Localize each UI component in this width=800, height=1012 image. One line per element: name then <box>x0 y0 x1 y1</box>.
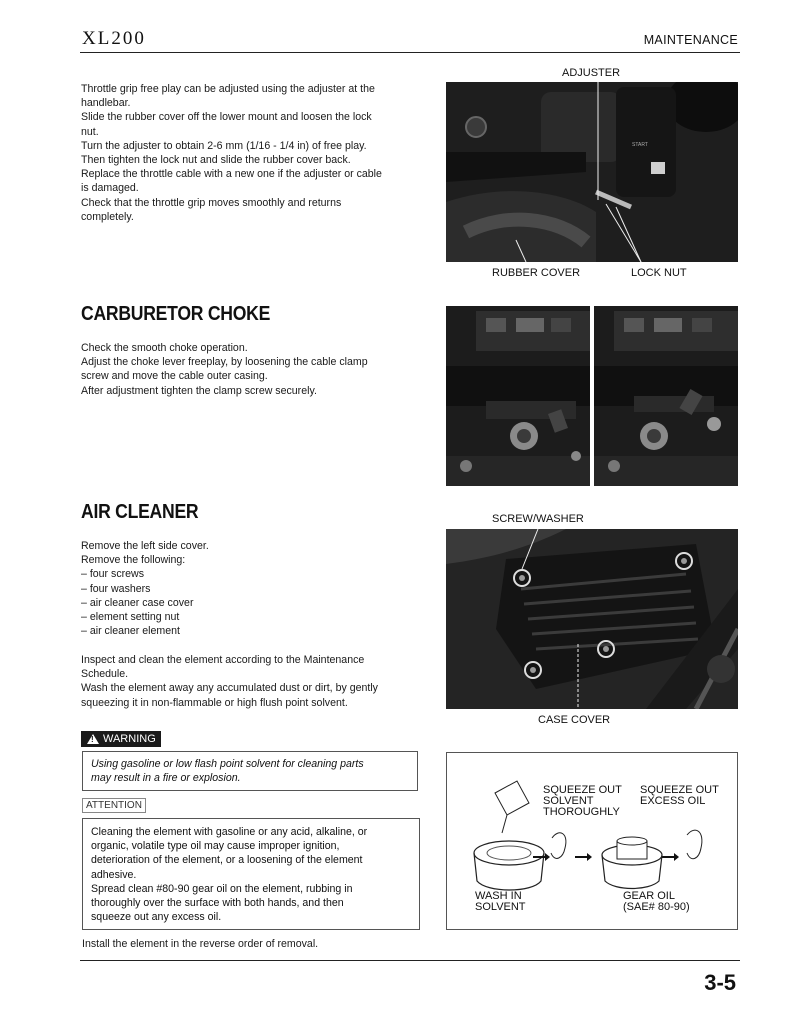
screw-washer-label: SCREW/WASHER <box>492 513 584 525</box>
attention-line: Cleaning the element with gasoline or any acid, alkaline, or <box>91 826 368 838</box>
choke-line: screw and move the cable outer casing. <box>81 370 268 383</box>
throttle-line: Then tighten the lock nut and slide the rubber cover back. <box>81 154 351 167</box>
inspect-line: squeezing it in non-flammable or high flush point solvent. <box>81 696 348 709</box>
air-cleaner-line: – air cleaner case cover <box>81 596 194 609</box>
choke-line: Check the smooth choke operation. <box>81 342 248 354</box>
attention-line: organic, volatile type oil may cause improper ignition, <box>91 840 340 853</box>
air-cleaner-title: AIR CLEANER <box>81 501 199 523</box>
squeeze-oil-text <box>640 785 719 807</box>
header-rule <box>80 52 740 53</box>
gear-oil-text <box>623 891 690 913</box>
squeeze-solvent-line: SQUEEZE OUT <box>543 784 622 796</box>
choke-line: After adjustment tighten the clamp screw securely. <box>81 384 317 397</box>
throttle-line: Replace the throttle cable with a new one if the adjuster or cable <box>81 168 382 181</box>
warning-icon <box>87 734 99 744</box>
attention-line: deterioration of the element, or a loosening of the element <box>91 854 363 867</box>
warning-badge-label: WARNING <box>103 733 156 745</box>
squeeze-solvent-line: SOLVENT <box>543 795 594 807</box>
throttle-text <box>81 82 382 224</box>
throttle-line: Check that the throttle grip moves smoothly and returns <box>81 196 342 209</box>
attention-box <box>82 818 420 930</box>
air-cleaner-line: – air cleaner element <box>81 625 180 638</box>
air-cleaner-line: Remove the left side cover. <box>81 540 209 552</box>
case-cover-label: CASE COVER <box>538 714 611 726</box>
inspect-line: Wash the element away any accumulated dust or dirt, by gently <box>81 682 378 695</box>
cleaning-diagram <box>446 752 738 930</box>
wash-text <box>475 891 526 913</box>
choke-photo-left <box>446 306 590 486</box>
wash-line: SOLVENT <box>475 901 526 913</box>
air-cleaner-line: – element setting nut <box>81 611 180 624</box>
attention-line: Spread clean #80-90 gear oil on the element, rubbing in <box>91 882 353 895</box>
install-note: Install the element in the reverse order of removal. <box>82 938 319 950</box>
choke-title: CARBURETOR CHOKE <box>81 303 271 325</box>
section-name: MAINTENANCE <box>643 33 738 47</box>
model-name: XL200 <box>82 28 146 49</box>
choke-text <box>81 341 368 398</box>
warning-line: may result in a fire or explosion. <box>91 772 241 784</box>
warning-line: Using gasoline or low flash point solvent for cleaning parts <box>91 758 364 770</box>
air-cleaner-line: – four washers <box>81 582 151 595</box>
gear-oil-line: GEAR OIL <box>623 890 675 902</box>
throttle-line: Throttle grip free play can be adjusted using the adjuster at the <box>81 83 375 95</box>
adjuster-label: ADJUSTER <box>562 67 621 79</box>
squeeze-oil-line: SQUEEZE OUT <box>640 784 719 796</box>
throttle-line: handlebar. <box>81 97 131 110</box>
choke-line: Adjust the choke lever freeplay, by loosening the cable clamp <box>81 356 368 369</box>
warning-badge <box>81 731 161 747</box>
attention-line: thoroughly over the surface with both hands, and then <box>91 897 344 910</box>
squeeze-solvent-text <box>543 785 622 818</box>
attention-line: adhesive. <box>91 868 137 881</box>
squeeze-solvent-line: THOROUGHLY <box>543 806 620 818</box>
throttle-line: is damaged. <box>81 182 139 195</box>
air-cleaner-line: Remove the following: <box>81 554 186 567</box>
choke-photo-right <box>594 306 738 486</box>
air-cleaner-line: – four screws <box>81 568 144 581</box>
footer-rule <box>80 960 740 961</box>
throttle-line: nut. <box>81 125 99 138</box>
attention-line: squeeze out any excess oil. <box>91 911 222 924</box>
air-cleaner-photo <box>446 529 738 709</box>
lock-nut-label: LOCK NUT <box>631 267 687 279</box>
inspect-line: Schedule. <box>81 668 129 681</box>
inspect-line: Inspect and clean the element according to the Maintenance <box>81 654 365 666</box>
warning-box <box>82 751 418 791</box>
page-number: 3-5 <box>704 970 736 995</box>
svg-text:START: START <box>632 142 648 148</box>
throttle-line: Turn the adjuster to obtain 2-6 mm (1/16 - 1/4 in) of free play. <box>81 139 367 152</box>
throttle-line: completely. <box>81 210 134 223</box>
rubber-cover-label: RUBBER COVER <box>492 267 581 279</box>
air-cleaner-inspect <box>81 653 378 710</box>
squeeze-oil-line: EXCESS OIL <box>640 795 706 807</box>
air-cleaner-steps <box>81 539 209 638</box>
throttle-line: Slide the rubber cover off the lower mount and loosen the lock <box>81 111 372 124</box>
attention-tag: ATTENTION <box>82 798 146 813</box>
gear-oil-line: (SAE# 80-90) <box>623 901 690 913</box>
wash-line: WASH IN <box>475 890 522 902</box>
throttle-photo <box>446 82 738 262</box>
